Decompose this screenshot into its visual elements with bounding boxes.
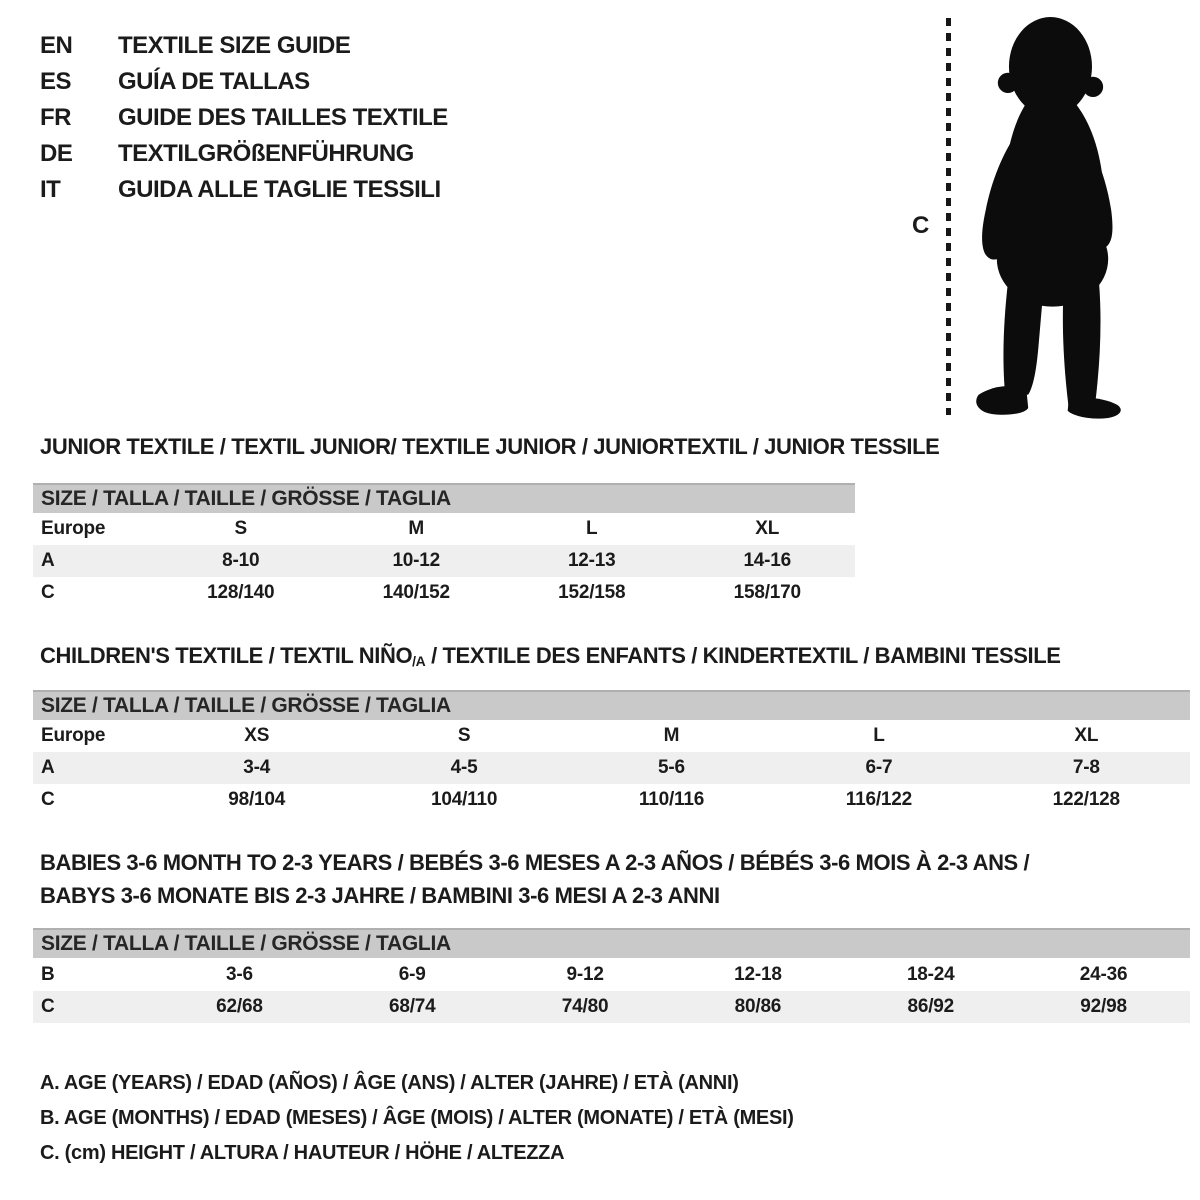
footnote-age-years: A. AGE (YEARS) / EDAD (AÑOS) / ÂGE (ANS) / ALTER (JAHRE) / ETÀ (ANNI): [40, 1072, 739, 1094]
junior-size-table: [33, 513, 855, 609]
table-cell: 12-13: [567, 550, 616, 571]
row-label: C: [41, 996, 55, 1017]
lang-code: ES: [40, 68, 72, 95]
lang-row-en: [40, 28, 448, 64]
children-title-suffix-small: /A: [412, 653, 426, 669]
children-row-age: [33, 752, 1190, 784]
children-size-header-bar: [33, 690, 1190, 720]
table-cell: 116/122: [845, 789, 912, 810]
table-cell: 4-5: [450, 757, 478, 778]
junior-row-height: [33, 577, 855, 609]
table-cell: 5-6: [658, 757, 685, 778]
lang-row-de: [40, 136, 448, 172]
baby-silhouette-image: [965, 14, 1140, 419]
table-cell: 158/170: [733, 582, 801, 603]
table-cell: 140/152: [382, 582, 450, 603]
children-size-table: [33, 720, 1190, 816]
table-cell: XL: [1074, 725, 1099, 746]
table-cell: 7-8: [1072, 757, 1100, 778]
junior-size-header-text: SIZE / TALLA / TAILLE / GRÖSSE / TAGLIA: [41, 487, 451, 510]
row-label: C: [41, 789, 55, 810]
table-cell: 86/92: [907, 996, 955, 1017]
babies-title-line2: BABYS 3-6 MONATE BIS 2-3 JAHRE / BAMBINI 3-6 MESI A 2-3 ANNI: [40, 883, 720, 908]
children-row-europe: [33, 720, 1190, 752]
lang-code: IT: [40, 176, 61, 203]
table-cell: 10-12: [392, 550, 441, 571]
table-cell: 9-12: [566, 964, 604, 985]
lang-row-it: [40, 172, 448, 208]
table-cell: S: [234, 518, 247, 539]
lang-title: TEXTILGRÖßENFÜHRUNG: [118, 140, 414, 167]
row-label: A: [41, 550, 55, 571]
table-cell: XL: [755, 518, 780, 539]
table-cell: 74/80: [561, 996, 609, 1017]
height-measure-dashed-line: [946, 18, 951, 415]
table-cell: 18-24: [906, 964, 955, 985]
table-cell: 12-18: [734, 964, 782, 985]
children-row-height: [33, 784, 1190, 816]
children-section-title: [40, 643, 1061, 669]
footnote-height-cm: C. (cm) HEIGHT / ALTURA / HAUTEUR / HÖHE / ALTEZZA: [40, 1142, 565, 1164]
lang-title: TEXTILE SIZE GUIDE: [118, 32, 351, 59]
lang-row-es: [40, 64, 448, 100]
table-cell: 128/140: [207, 582, 275, 603]
table-cell: M: [408, 518, 425, 539]
table-cell: 110/116: [638, 789, 705, 810]
babies-title-line1: BABIES 3-6 MONTH TO 2-3 YEARS / BEBÉS 3-6 MESES A 2-3 AÑOS / BÉBÉS 3-6 MOIS À 2-3 ANS /: [40, 850, 1030, 875]
babies-size-header-bar: [33, 928, 1190, 958]
row-label: B: [41, 964, 55, 985]
children-size-header-text: SIZE / TALLA / TAILLE / GRÖSSE / TAGLIA: [41, 694, 451, 717]
babies-row-height: [33, 991, 1190, 1023]
children-title-prefix: CHILDREN'S TEXTILE / TEXTIL NIÑO: [40, 643, 413, 668]
table-cell: L: [873, 725, 885, 746]
table-cell: L: [586, 518, 598, 539]
table-cell: S: [457, 725, 471, 746]
table-cell: 68/74: [388, 996, 436, 1017]
table-cell: 6-7: [865, 757, 893, 778]
junior-row-age: [33, 545, 855, 577]
babies-row-months: [33, 959, 1190, 991]
babies-size-table: [33, 959, 1190, 1023]
language-title-list: [40, 28, 448, 208]
table-cell: 98/104: [228, 789, 286, 810]
height-measure-label: C: [912, 212, 930, 239]
table-cell: 8-10: [222, 550, 260, 571]
table-cell: 6-9: [398, 964, 426, 985]
row-label: A: [41, 757, 55, 778]
table-cell: 24-36: [1079, 964, 1128, 985]
row-label: Europe: [41, 725, 106, 746]
lang-title: GUIDA ALLE TAGLIE TESSILI: [118, 176, 441, 203]
table-cell: 3-4: [243, 757, 271, 778]
table-cell: 104/110: [430, 789, 498, 810]
footnote-legend: [40, 1066, 794, 1171]
lang-code: FR: [40, 104, 71, 131]
children-title-rest: / TEXTILE DES ENFANTS / KINDERTEXTIL / BAMBINI TESSILE: [425, 643, 1061, 668]
lang-title: GUÍA DE TALLAS: [118, 68, 310, 95]
babies-section-title: [40, 846, 1029, 912]
lang-code: EN: [40, 32, 73, 59]
table-cell: 152/158: [558, 582, 626, 603]
lang-row-fr: [40, 100, 448, 136]
row-label: C: [41, 582, 55, 603]
table-cell: 14-16: [743, 550, 792, 571]
table-cell: 80/86: [734, 996, 782, 1017]
junior-section-title: JUNIOR TEXTILE / TEXTIL JUNIOR/ TEXTILE JUNIOR / JUNIORTEXTIL / JUNIOR TESSILE: [40, 434, 940, 459]
lang-code: DE: [40, 140, 73, 167]
table-cell: M: [663, 725, 680, 746]
junior-row-europe: [33, 513, 855, 545]
table-cell: 92/98: [1080, 996, 1127, 1017]
table-cell: 122/128: [1052, 789, 1120, 810]
row-label: Europe: [41, 518, 106, 539]
footnote-age-months: B. AGE (MONTHS) / EDAD (MESES) / ÂGE (MOIS) / ALTER (MONATE) / ETÀ (MESI): [40, 1107, 794, 1129]
lang-title: GUIDE DES TAILLES TEXTILE: [118, 104, 448, 131]
junior-size-header-bar: [33, 483, 855, 513]
table-cell: 62/68: [216, 996, 263, 1017]
table-cell: XS: [244, 725, 270, 746]
babies-size-header-text: SIZE / TALLA / TAILLE / GRÖSSE / TAGLIA: [41, 932, 451, 955]
table-cell: 3-6: [225, 964, 253, 985]
